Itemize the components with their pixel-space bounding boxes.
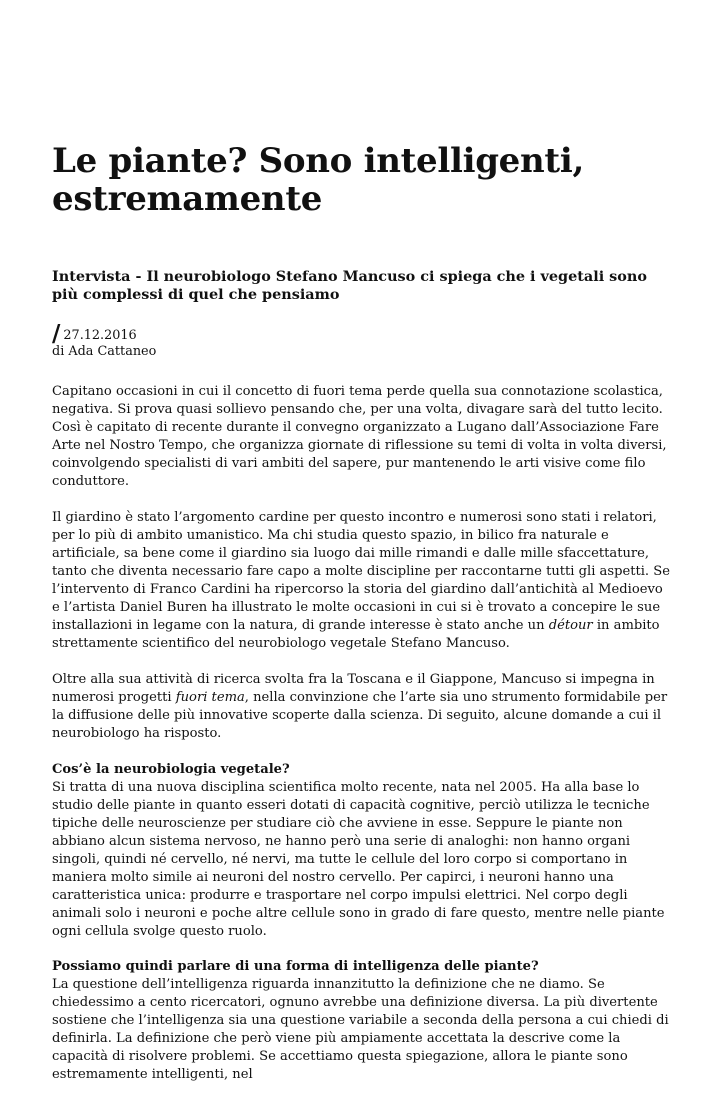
article-byline: di Ada Cattaneo bbox=[52, 344, 157, 359]
article bbox=[52, 142, 674, 1101]
paragraph-1: Capitano occasioni in cui il concetto di fuori tema perde quella sua connotazione scolastica, negativa. Si prova quasi sollievo pensando che, per una volta, divagare sarà del tutto lecito. Così è capitato di recente durante il convegno organizzato a Lugano dall’Associazione Fare Arte nel Nostro Tempo, che organizza giornate di riflessione su temi di volta in volta diversi, coinvolgendo specialisti di vari ambiti del sapere, pur mantenendo le arti visive come filo conduttore. bbox=[52, 384, 667, 489]
paragraph-3 bbox=[52, 671, 674, 743]
paragraph-2 bbox=[52, 509, 674, 653]
date-line bbox=[52, 320, 674, 347]
question-2: Possiamo quindi parlare di una forma di intelligenza delle piante? bbox=[52, 959, 539, 974]
paragraph-3-text-a: Oltre alla sua attività di ricerca svolta fra la Toscana e il Giappone, Mancuso si impegna in numerosi progetti bbox=[52, 672, 655, 705]
article-title: Le piante? Sono intelligenti, estremamente bbox=[52, 141, 584, 219]
paragraph-3-text-b: , nella convinzione che l’arte sia uno strumento formidabile per la diffusione delle più innovative scoperte dalla scienza. Di seguito, alcune domande a cui il neurobiologo ha risposto. bbox=[52, 690, 668, 741]
date-slash-mark: / bbox=[52, 320, 61, 347]
answer-2: La questione dell’intelligenza riguarda innanzitutto la definizione che ne diamo. Se chiedessimo a cento ricercatori, ognuno avrebbe una definizione diversa. La più divertente sostiene che l’intelligenza sia una questione variabile a seconda della persona a cui chiedi di definirla. La definizione che però viene più ampiamente accettata la descrive come la capacità di risolvere problemi. Se accettiamo questa spiegazione, allora le piante sono estremamente intelligenti, nel bbox=[52, 977, 669, 1082]
qa-block-2 bbox=[52, 958, 674, 1084]
article-date: 27.12.2016 bbox=[63, 328, 137, 343]
paragraph-2-text-a: Il giardino è stato l’argomento cardine per questo incontro e numerosi sono stati i relatori, per lo più di ambito umanistico. Ma chi studia questo spazio, in bilico fra naturale e artificiale, sa bene come il giardino sia luogo dai mille rimandi e dalle mille sfaccettature, tanto che diventa necessario fare capo a molte discipline per raccontarne tutti gli aspetti. Se l’intervento di Franco Cardini ha ripercorso la storia del giardino dall’antichità al Medioevo e l’artista Daniel Buren ha illustrato le molte occasioni in cui si è trovato a concepire le sue installazioni in legame con la natura, di grande interesse è stato anche un bbox=[52, 510, 670, 633]
qa-block-1 bbox=[52, 761, 674, 941]
article-standfirst: Intervista - Il neurobiologo Stefano Mancuso ci spiega che i vegetali sono più complessi di quel che pensiamo bbox=[52, 268, 647, 303]
paragraph-3-italic: fuori tema bbox=[175, 690, 245, 705]
question-1: Cos’è la neurobiologia vegetale? bbox=[52, 762, 290, 777]
article-meta bbox=[52, 320, 674, 360]
article-body bbox=[52, 383, 674, 1084]
answer-1: Si tratta di una nuova disciplina scientifica molto recente, nata nel 2005. Ha alla base lo studio delle piante in quanto esseri dotati di capacità cognitive, perciò utilizza le tecniche tipiche delle neuroscienze per studiare ciò che avviene in esse. Seppure le piante non abbiano alcun sistema nervoso, ne hanno però una serie di analoghi: non hanno organi singoli, quindi né cervello, né nervi, ma tutte le cellule del loro corpo si comportano in maniera molto simile ai neuroni del nostro cervello. Per capirci, i neuroni hanno una caratteristica unica: produrre e trasportare nel corpo impulsi elettrici. Nel corpo degli animali solo i neuroni e poche altre cellule sono in grado di fare questo, mentre nelle piante ogni cellula svolge questo ruolo. bbox=[52, 780, 665, 939]
paragraph-2-text-b: in ambito strettamente scientifico del neurobiologo vegetale Stefano Mancuso. bbox=[52, 618, 660, 651]
paragraph-2-italic: détour bbox=[548, 618, 593, 633]
